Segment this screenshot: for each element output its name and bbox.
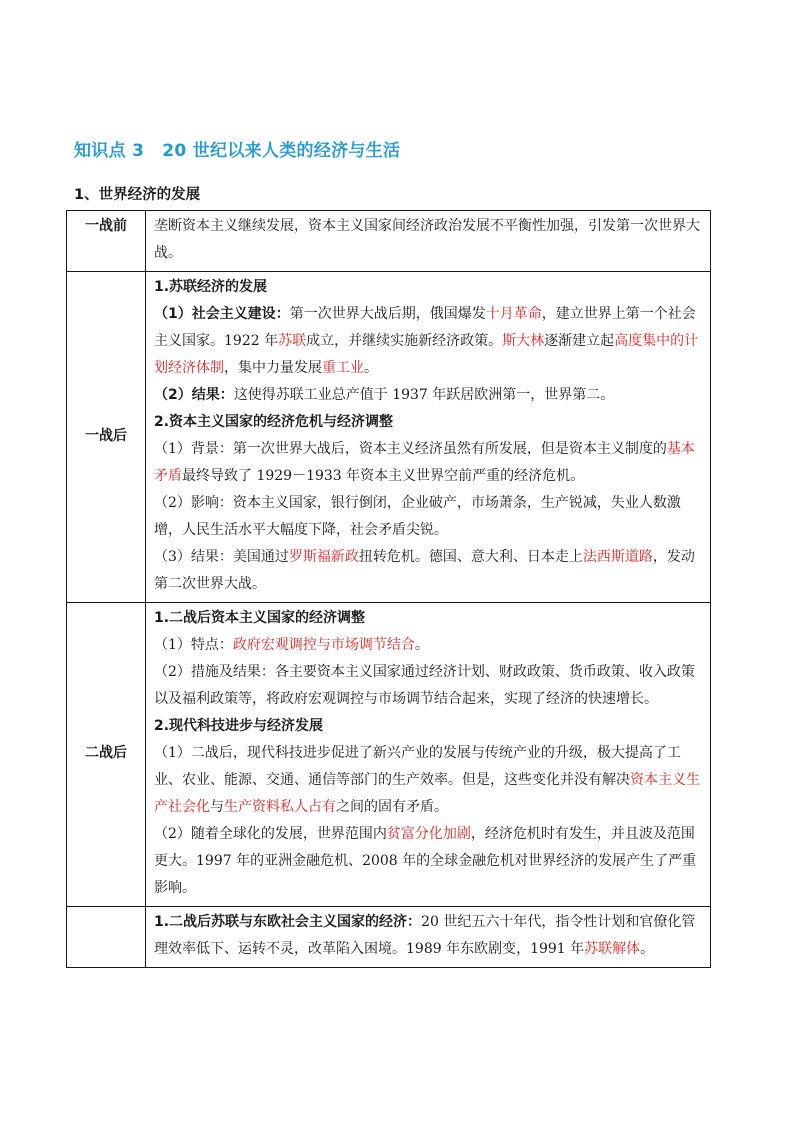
text: （1）背景：第一次世界大战后，资本主义经济虽然有所发展，但是资本主义制度的 [154,441,667,457]
table-row [67,603,711,907]
row-label-post-ww2: 二战后 [67,603,146,907]
text: 第一次世界大战后期，俄国爆发 [289,306,486,322]
text: （1）特点： [154,637,233,653]
heading-tech-progress: 2.现代科技进步与经济发展 [154,718,324,734]
highlight: 罗斯福新政 [288,549,359,565]
post-ww1-content [146,272,711,603]
text: （2）措施及结果：各主要资本主义国家通过经济计划、财政政策、货币政策、收入政策以及福利政策等，将政府宏观调控与市场调节结合起来，实现了经济的快速增长。 [154,664,695,707]
highlight: 苏联 [278,333,307,349]
text: 20 世纪五六十年代，指令性计划和官僚化管理效率低下、运转不灵，改革陷入困境。1989 年东欧剧变，1991 年 [154,914,696,957]
table-row [67,907,711,968]
heading-capitalist-adjustment: 1.二战后资本主义国家的经济调整 [154,610,366,626]
text: 。 [414,637,429,653]
highlight: 政府宏观调控与市场调节结合 [232,637,415,653]
text: 逐渐建立起 [544,333,615,349]
text: 扭转危机。德国、意大利、日本走上 [358,549,583,565]
row-label-pre-war: 一战前 [67,211,146,272]
highlight: 贫富分化加剧 [386,826,471,842]
paragraph-outcome [154,544,702,598]
label-bold: （2）结果： [154,387,234,403]
highlight: 生产资料私人占有 [224,799,336,815]
paragraph-measures [154,659,702,713]
paragraph-result [154,382,702,409]
highlight: 基本矛盾 [154,441,695,484]
text: ，建立世界上第一个社会主义国家。1922 年 [154,306,696,349]
text: ，集中力量发展 [224,360,322,376]
paragraph-soviet-eastern-europe [154,909,702,963]
text: （2）影响：资本主义国家，银行倒闭，企业破产，市场萧条，生产锐减，失业人数激增，人民生活水平大幅度下降，社会矛盾尖锐。 [154,495,681,538]
economy-table [66,210,711,968]
highlight: 资本主义生产社会化 [154,772,700,815]
text: 与 [210,799,224,815]
pre-war-content: 垄断资本主义继续发展，资本主义国家间经济政治发展不平衡性加强，引发第一次世界大战。 [146,211,711,272]
paragraph-background [154,436,702,490]
text: （2）随着全球化的发展，世界范围内 [154,826,387,842]
paragraph-tech-impact [154,740,702,821]
heading-economic-crisis: 2.资本主义国家的经济危机与经济调整 [154,414,394,430]
paragraph-socialist-construction [154,301,702,382]
highlight: 高度集中的计划经济体制 [154,333,699,376]
label-bold: 1.二战后苏联与东欧社会主义国家的经济： [154,914,422,930]
highlight: 法西斯道路 [582,549,653,565]
text: 。 [364,360,378,376]
post-ww2-content [146,603,711,907]
highlight: 重工业 [322,360,364,376]
highlight: 斯大林 [502,333,545,349]
page-title [74,136,400,161]
text: 这使得苏联工业总产值于 1937 年跃居欧洲第一，世界第二。 [233,387,615,403]
title-text: 20 世纪以来人类的经济与生活 [162,141,401,161]
row-label-post-ww1: 一战后 [67,272,146,603]
highlight: 苏联解体 [584,941,641,957]
section-heading: 1、世界经济的发展 [74,187,201,203]
text: （3）结果：美国通过 [154,549,289,565]
table-row [67,211,711,272]
text: （1）二战后，现代科技进步促进了新兴产业的发展与传统产业的升级，极大提高了工业、农业、能源、交通、通信等部门的生产效率。但是，这些变化并没有解决 [154,745,681,788]
soviet-eastern-europe-content [146,907,711,968]
heading-soviet-economy: 1.苏联经济的发展 [154,279,268,295]
text: 。 [640,941,655,957]
text: 成立，并继续实施新经济政策。 [306,333,503,349]
row-label-empty [67,907,146,968]
highlight: 十月革命 [485,306,542,322]
text: 之间的固有矛盾。 [336,799,448,815]
text: 最终导致了 1929－1933 年资本主义世界空前严重的经济危机。 [182,468,585,484]
paragraph-impact [154,490,702,544]
text: ，经济危机时有发生，并且波及范围更大。1997 年的亚洲金融危机、2008 年的全球金融危机对世界经济的发展产生了严重影响。 [154,826,697,896]
text: ，发动第二次世界大战。 [154,549,695,592]
table-row [67,272,711,603]
paragraph-globalization [154,821,702,902]
paragraph-features [154,632,702,659]
label-bold: （1）社会主义建设： [154,306,290,322]
title-prefix: 知识点 3 [74,141,145,161]
